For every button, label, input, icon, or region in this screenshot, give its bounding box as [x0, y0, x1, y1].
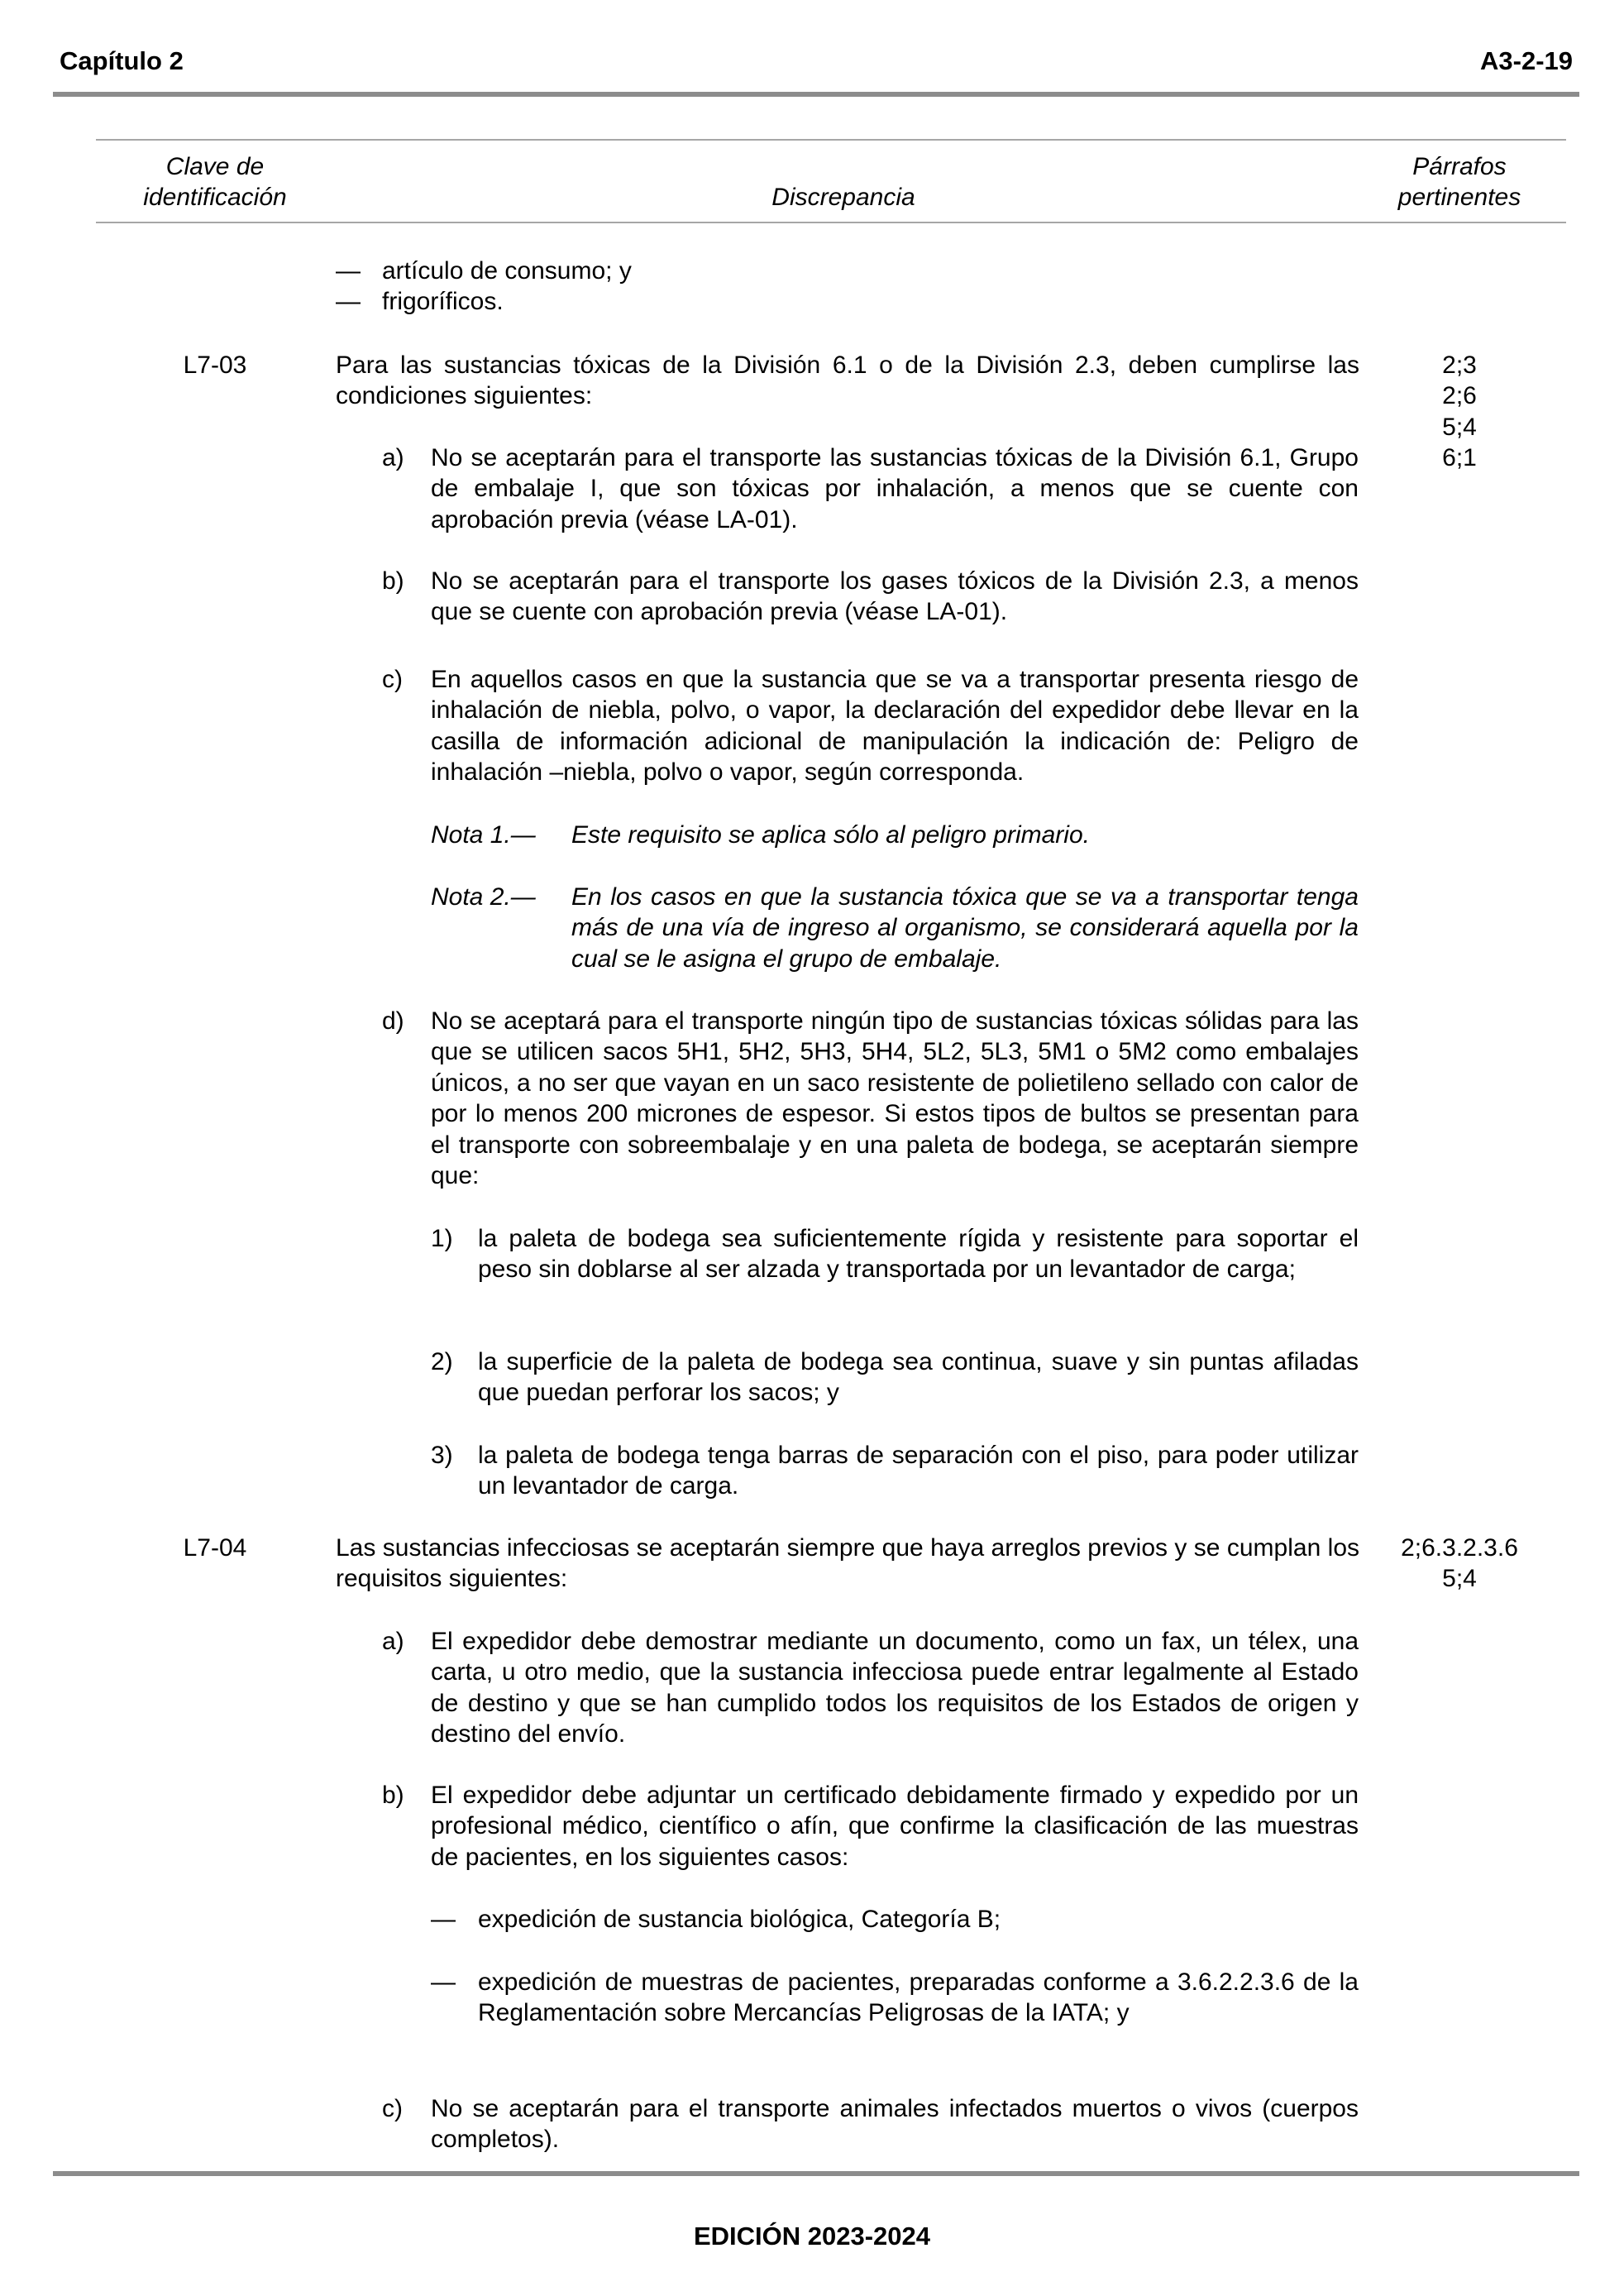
reference-item: 2;3 — [1442, 352, 1477, 379]
l7-04-item-a: El expedidor debe demostrar mediante un documento, como un fax, un télex, una carta, u otro medio, que la sustancia infecciosa puede entrar legalmente al Estado de destino y que se han cumplido todos los requisitos de los Estados de origen y destino del envío. — [431, 1628, 1359, 1748]
note-label: Nota 2.— — [431, 883, 536, 911]
dash-marker: — — [431, 1968, 456, 1996]
l7-03-subitem-1: la paleta de bodega sea suficientemente rígida y resistente para soportar el peso sin doblarse al ser alzada y transportada por un levantador de carga; — [478, 1225, 1359, 1284]
table-top-rule — [96, 139, 1566, 141]
column-header-paragraphs-line2: pertinentes — [1397, 184, 1521, 211]
subitem-label: 3) — [431, 1442, 453, 1469]
l7-03-subitem-2: la superficie de la paleta de bodega sea continua, suave y sin puntas afiladas que puedan perforar los sacos; y — [478, 1348, 1359, 1407]
reference-item: 6;1 — [1442, 444, 1477, 472]
item-label: a) — [382, 1628, 404, 1655]
edition-footer: EDICIÓN 2023-2024 — [693, 2222, 931, 2251]
item-label: b) — [382, 1782, 404, 1809]
footer-rule — [53, 2171, 1579, 2176]
note-1: Este requisito se aplica sólo al peligro primario. — [571, 821, 1090, 849]
l7-04-item-c: No se aceptarán para el transporte animales infectados muertos o vivos (cuerpos completos). — [431, 2095, 1359, 2154]
l7-03-subitem-3: la paleta de bodega tenga barras de separación con el piso, para poder utilizar un levantador de carga. — [478, 1442, 1359, 1500]
dash-marker: — — [431, 1906, 456, 1933]
reference-item: 2;6 — [1442, 382, 1477, 410]
note-2: En los casos en que la sustancia tóxica que se va a transportar tenga más de una vía de ingreso al organismo, se considerará aquella por la cual se le asigna el grupo de embalaje. — [571, 883, 1359, 973]
header-rule — [53, 92, 1579, 97]
column-header-key-line2: identificación — [143, 184, 287, 211]
item-label: c) — [382, 2095, 403, 2122]
column-header-key — [107, 151, 322, 213]
page-reference: A3-2-19 — [1480, 46, 1573, 75]
item-label: c) — [382, 666, 403, 693]
chapter-title: Capítulo 2 — [60, 46, 184, 75]
subitem-label: 2) — [431, 1348, 453, 1375]
item-label: a) — [382, 444, 404, 471]
l7-04-item-b: El expedidor debe adjuntar un certificado debidamente firmado y expedido por un profesional médico, científico o afín, que confirme la clasificación de las muestras de pacientes, en los siguientes casos: — [431, 1782, 1359, 1871]
l7-04-dash-1: expedición de sustancia biológica, Categoría B; — [478, 1906, 1001, 1933]
row-key-l7-04: L7-04 — [183, 1534, 247, 1562]
l7-04-intro: Las sustancias infecciosas se aceptarán siempre que haya arreglos previos y se cumplan los requisitos siguientes: — [336, 1534, 1359, 1593]
column-header-paragraphs — [1356, 151, 1563, 213]
item-label: d) — [382, 1007, 404, 1035]
dash-marker: — — [336, 288, 361, 315]
table-header-rule — [96, 222, 1566, 223]
subitem-label: 1) — [431, 1225, 453, 1252]
l7-03-item-b: No se aceptarán para el transporte los gases tóxicos de la División 2.3, a menos que se cuente con aprobación previa (véase LA-01). — [431, 567, 1359, 626]
list-item: frigoríficos. — [382, 288, 504, 315]
l7-04-dash-2: expedición de muestras de pacientes, preparadas conforme a 3.6.2.2.3.6 de la Reglamentación sobre Mercancías Peligrosas de la IATA; y — [478, 1968, 1359, 2027]
dash-marker: — — [336, 257, 361, 285]
column-header-paragraphs-line1: Párrafos — [1412, 153, 1507, 180]
l7-03-item-a: No se aceptarán para el transporte las sustancias tóxicas de la División 6.1, Grupo de embalaje I, que son tóxicas por inhalación, a menos que se cuente con aprobación previa (véase LA-01). — [431, 444, 1359, 533]
column-header-key-line1: Clave de — [165, 153, 265, 180]
l7-03-intro: Para las sustancias tóxicas de la División 6.1 o de la División 2.3, deben cumplirse las condiciones siguientes: — [336, 352, 1359, 410]
note-label: Nota 1.— — [431, 821, 536, 849]
reference-item: 2;6.3.2.3.6 — [1401, 1534, 1518, 1562]
row-key-l7-03: L7-03 — [183, 352, 247, 379]
l7-04-references — [1373, 1533, 1546, 1595]
l7-03-item-c: En aquellos casos en que la sustancia que se va a transportar presenta riesgo de inhalación de niebla, polvo, o vapor, la declaración del expedidor debe llevar en la casilla de información adicional de manipulación la indicación de: Peligro de inhalación –niebla, polvo o vapor, según corresponda. — [431, 666, 1359, 787]
reference-item: 5;4 — [1442, 413, 1477, 441]
column-header-discrepancy: Discrepancia — [771, 184, 915, 211]
list-item: artículo de consumo; y — [382, 257, 632, 285]
l7-03-references — [1373, 350, 1546, 474]
reference-item: 5;4 — [1442, 1565, 1477, 1593]
l7-03-item-d: No se aceptará para el transporte ningún tipo de sustancias tóxicas sólidas para las que se utilicen sacos 5H1, 5H2, 5H3, 5H4, 5L2, 5L3, 5M1 o 5M2 como embalajes únicos, a no ser que vayan en un saco resistente de polietileno sellado con calor de por lo menos 200 micrones de espesor. Si estos tipos de bultos se presentan para el transporte con sobreembalaje y en una paleta de bodega, se aceptarán siempre que: — [431, 1007, 1359, 1190]
item-label: b) — [382, 567, 404, 595]
